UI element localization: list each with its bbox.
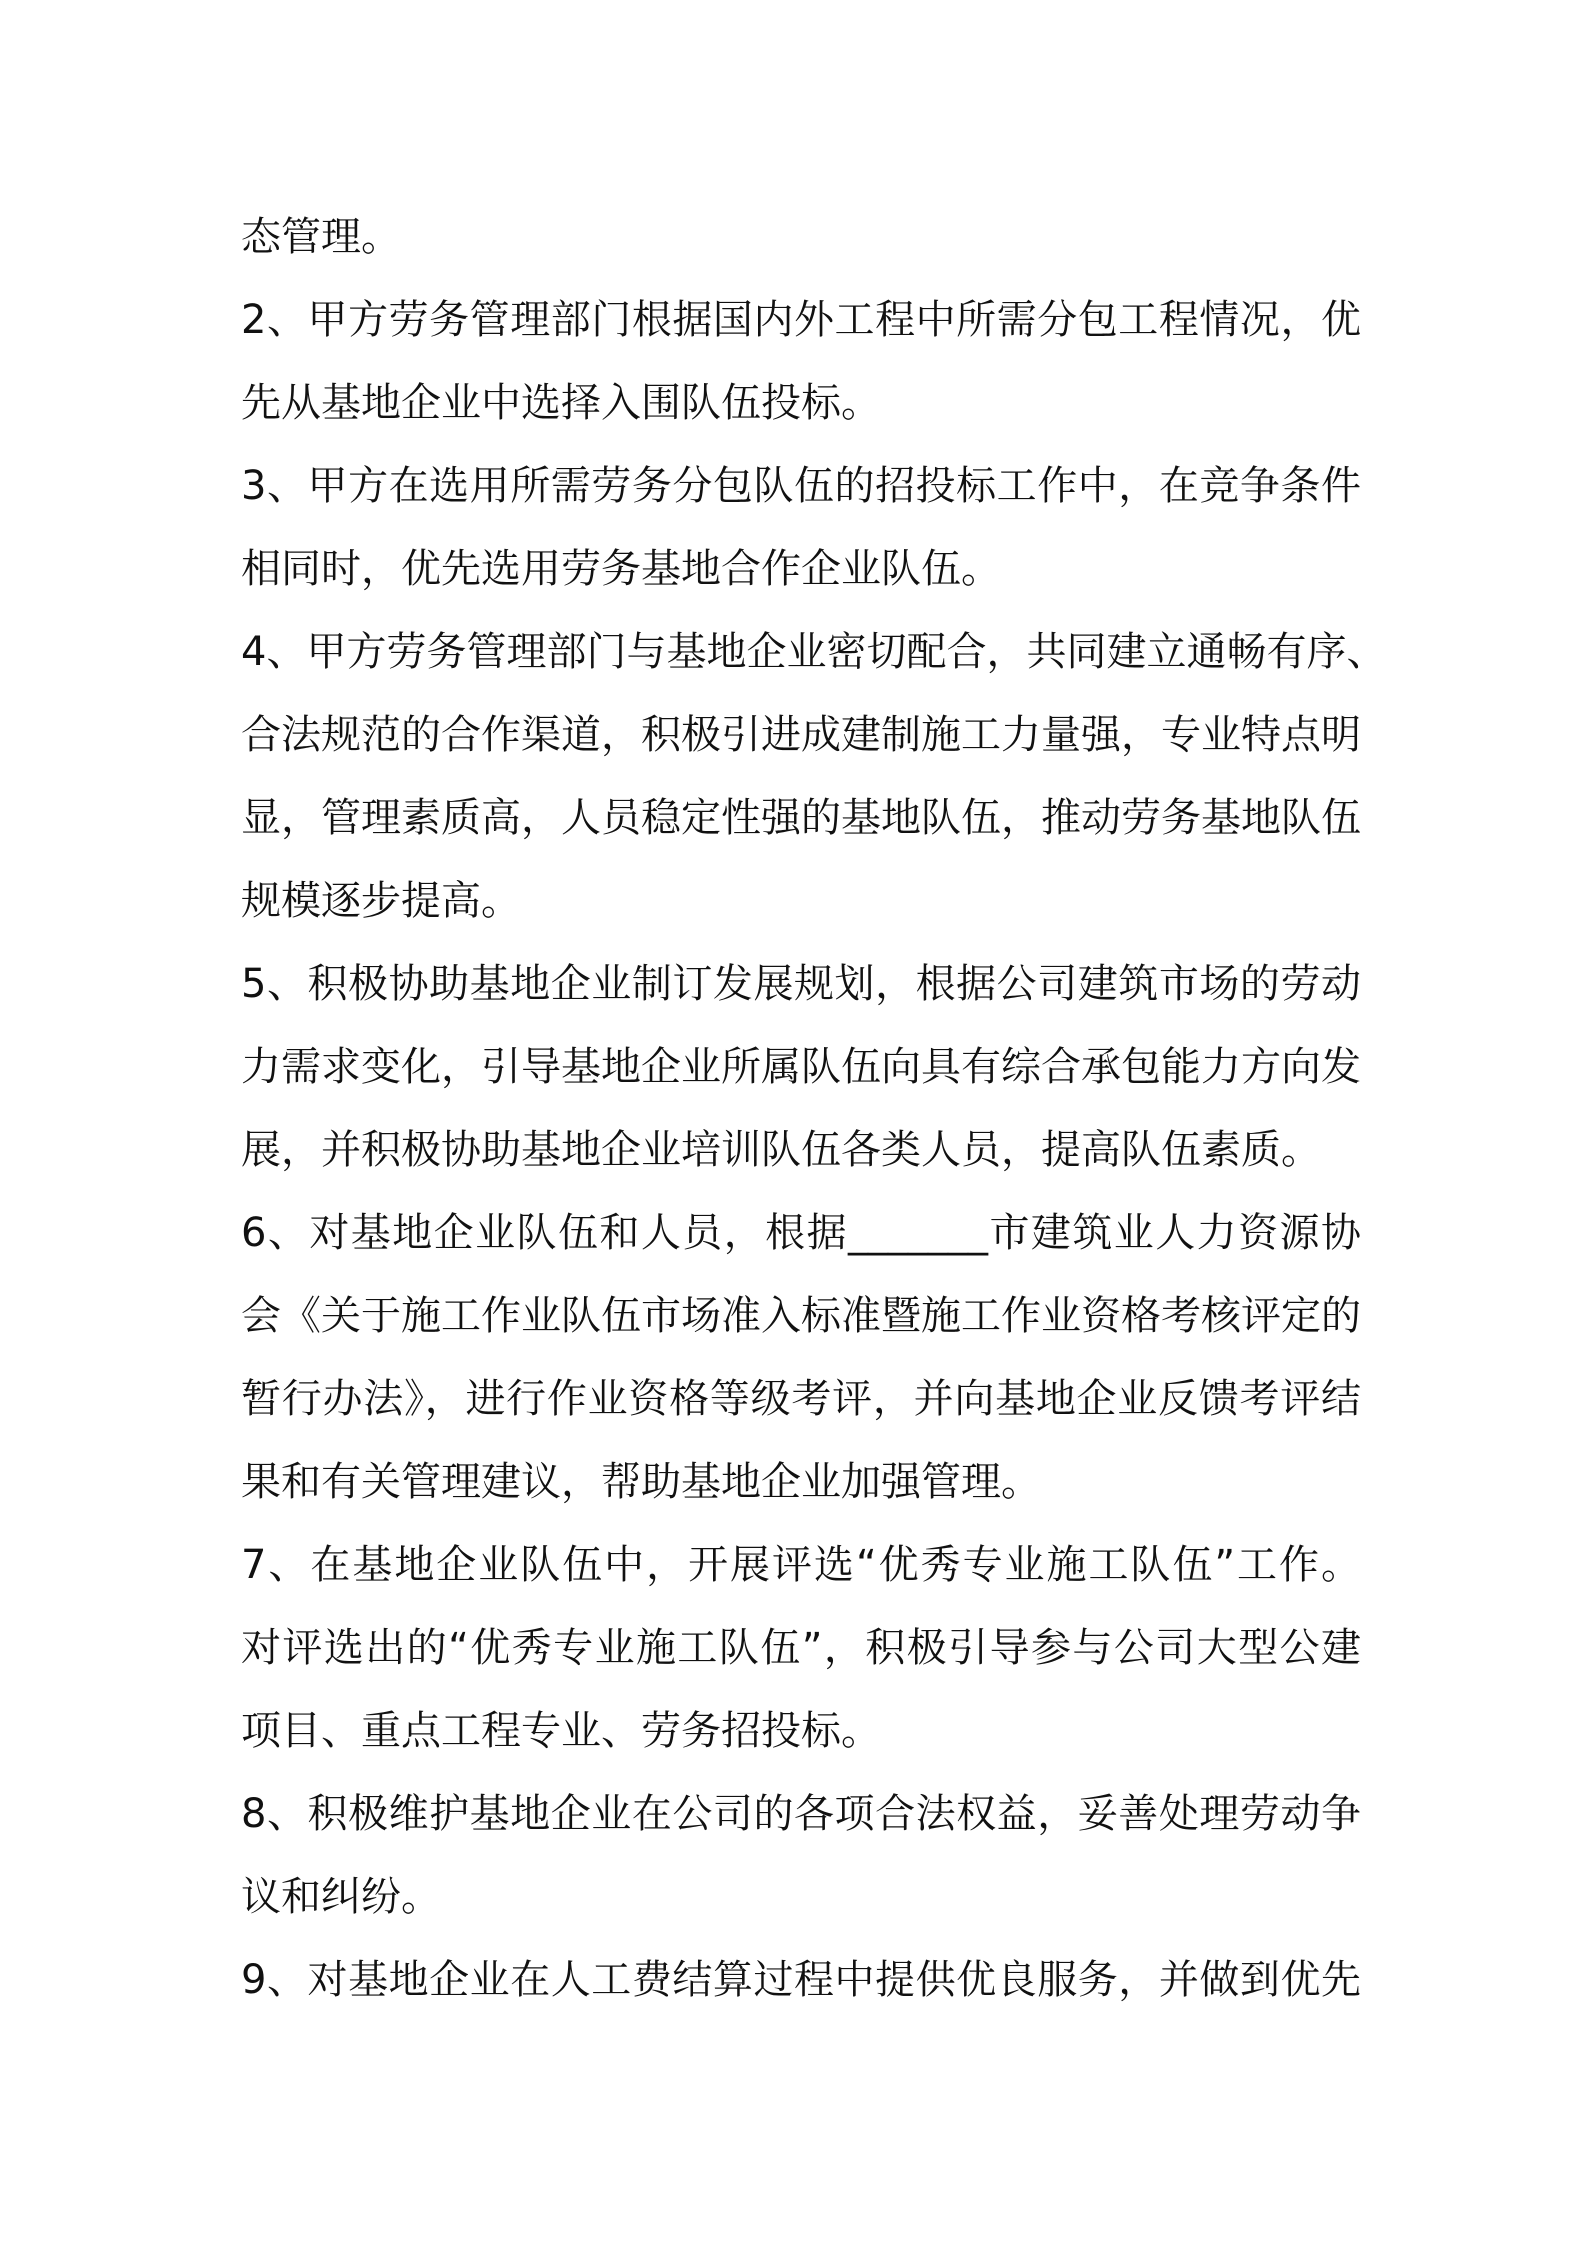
text-line: 果和有关管理建议，帮助基地企业加强管理。 bbox=[241, 1459, 1041, 1505]
text-line: 4、甲方劳务管理部门与基地企业密切配合，共同建立通畅有序、 bbox=[241, 629, 1387, 675]
text-line: 7、在基地企业队伍中，开展评选“优秀专业施工队伍”工作。 bbox=[241, 1542, 1361, 1588]
text-line: 相同时，优先选用劳务基地合作企业队伍。 bbox=[241, 546, 1001, 592]
text-line: 暂行办法》，进行作业资格等级考评，并向基地企业反馈考评结 bbox=[241, 1376, 1361, 1422]
text-line: 对评选出的“优秀专业施工队伍”，积极引导参与公司大型公建 bbox=[241, 1625, 1361, 1671]
text-line: 规模逐步提高。 bbox=[241, 878, 521, 924]
document-body bbox=[241, 196, 1387, 2022]
text-line: 展，并积极协助基地企业培训队伍各类人员，提高队伍素质。 bbox=[241, 1127, 1321, 1173]
text-line: 合法规范的合作渠道，积极引进成建制施工力量强，专业特点明 bbox=[241, 712, 1361, 758]
text-line: 态管理。 bbox=[241, 214, 401, 260]
text-line: 会《关于施工作业队伍市场准入标准暨施工作业资格考核评定的 bbox=[241, 1293, 1361, 1339]
text-line: 项目、重点工程专业、劳务招投标。 bbox=[241, 1708, 881, 1754]
text-line: 议和纠纷。 bbox=[241, 1874, 441, 1920]
text-line: 先从基地企业中选择入围队伍投标。 bbox=[241, 380, 881, 426]
text-line: 9、对基地企业在人工费结算过程中提供优良服务，并做到优先 bbox=[241, 1957, 1361, 2003]
text-line: 2、甲方劳务管理部门根据国内外工程中所需分包工程情况，优 bbox=[241, 297, 1361, 343]
text-line: 8、积极维护基地企业在公司的各项合法权益，妥善处理劳动争 bbox=[241, 1791, 1361, 1837]
text-line: 5、积极协助基地企业制订发展规划，根据公司建筑市场的劳动 bbox=[241, 961, 1361, 1007]
text-line: 3、甲方在选用所需劳务分包队伍的招投标工作中，在竞争条件 bbox=[241, 463, 1361, 509]
text-line: 6、对基地企业队伍和人员，根据_______市建筑业人力资源协 bbox=[241, 1210, 1361, 1256]
text-line: 力需求变化，引导基地企业所属队伍向具有综合承包能力方向发 bbox=[241, 1044, 1361, 1090]
text-line: 显，管理素质高，人员稳定性强的基地队伍，推动劳务基地队伍 bbox=[241, 795, 1361, 841]
